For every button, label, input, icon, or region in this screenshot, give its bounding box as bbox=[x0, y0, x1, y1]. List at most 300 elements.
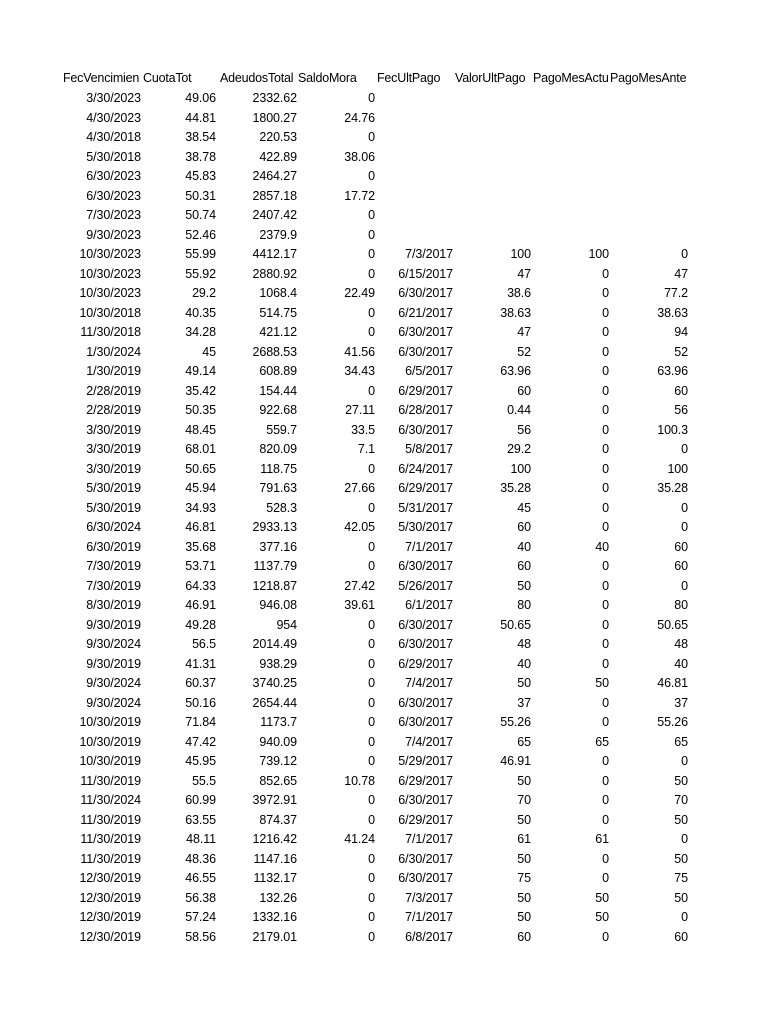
cell-adeudostotal[interactable]: 422.89 bbox=[259, 149, 297, 164]
cell-fecultpago[interactable]: 7/1/2017 bbox=[405, 832, 453, 846]
cell-adeudostotal[interactable]: 608.89 bbox=[259, 364, 297, 378]
header-cuotatot[interactable]: CuotaTot bbox=[143, 71, 192, 85]
cell-adeudostotal[interactable]: 3972.91 bbox=[252, 793, 297, 807]
cell-adeudostotal[interactable]: 1332.16 bbox=[252, 910, 297, 924]
cell-pagomesactu[interactable]: 0 bbox=[602, 578, 609, 593]
cell-fecvencimien[interactable]: 5/30/2018 bbox=[86, 149, 141, 164]
cell-cuotatot[interactable]: 55.5 bbox=[192, 773, 216, 788]
cell-pagomesante[interactable]: 0 bbox=[681, 578, 688, 593]
cell-pagomesactu[interactable]: 0 bbox=[602, 754, 609, 768]
header-pagomesante[interactable]: PagoMesAnte bbox=[610, 71, 687, 85]
cell-saldomora[interactable]: 38.06 bbox=[344, 149, 375, 164]
cell-fecultpago[interactable]: 6/30/2017 bbox=[398, 637, 453, 651]
cell-pagomesante[interactable]: 60 bbox=[674, 539, 688, 554]
cell-valorultpago[interactable]: 50 bbox=[517, 676, 531, 690]
cell-cuotatot[interactable]: 45.83 bbox=[185, 169, 216, 183]
cell-pagomesactu[interactable]: 0 bbox=[602, 929, 609, 944]
cell-adeudostotal[interactable]: 514.75 bbox=[259, 305, 297, 320]
cell-saldomora[interactable]: 0 bbox=[368, 325, 375, 339]
cell-fecvencimien[interactable]: 11/30/2019 bbox=[80, 851, 141, 866]
cell-saldomora[interactable]: 0 bbox=[368, 130, 375, 144]
cell-saldomora[interactable]: 0 bbox=[368, 461, 375, 476]
cell-fecultpago[interactable]: 7/3/2017 bbox=[405, 890, 453, 905]
cell-cuotatot[interactable]: 48.45 bbox=[185, 422, 216, 437]
header-fecultpago[interactable]: FecUltPago bbox=[377, 71, 441, 85]
cell-fecvencimien[interactable]: 11/30/2018 bbox=[80, 325, 141, 339]
cell-adeudostotal[interactable]: 154.44 bbox=[259, 383, 297, 398]
cell-cuotatot[interactable]: 56.5 bbox=[192, 637, 216, 651]
cell-fecvencimien[interactable]: 6/30/2019 bbox=[86, 539, 141, 554]
cell-fecultpago[interactable]: 7/1/2017 bbox=[405, 539, 453, 554]
cell-pagomesante[interactable]: 55.26 bbox=[657, 715, 688, 729]
cell-fecvencimien[interactable]: 7/30/2023 bbox=[86, 208, 141, 222]
cell-fecultpago[interactable]: 6/30/2017 bbox=[398, 286, 453, 300]
cell-pagomesante[interactable]: 77.2 bbox=[664, 286, 688, 300]
cell-saldomora[interactable]: 0 bbox=[368, 227, 375, 242]
cell-valorultpago[interactable]: 37 bbox=[517, 695, 531, 710]
cell-pagomesactu[interactable]: 61 bbox=[595, 832, 609, 846]
cell-fecultpago[interactable]: 5/8/2017 bbox=[405, 442, 453, 456]
cell-valorultpago[interactable]: 75 bbox=[517, 871, 531, 885]
cell-pagomesactu[interactable]: 0 bbox=[602, 637, 609, 651]
cell-saldomora[interactable]: 41.56 bbox=[344, 344, 375, 359]
cell-cuotatot[interactable]: 52.46 bbox=[185, 227, 216, 242]
cell-cuotatot[interactable]: 48.11 bbox=[186, 832, 216, 846]
cell-fecvencimien[interactable]: 9/30/2023 bbox=[86, 227, 141, 242]
cell-cuotatot[interactable]: 49.06 bbox=[185, 91, 216, 105]
cell-pagomesante[interactable]: 0 bbox=[681, 754, 688, 768]
cell-saldomora[interactable]: 27.66 bbox=[344, 481, 375, 495]
cell-adeudostotal[interactable]: 1173.7 bbox=[260, 715, 297, 729]
cell-valorultpago[interactable]: 60 bbox=[517, 559, 531, 573]
cell-adeudostotal[interactable]: 2179.01 bbox=[252, 929, 297, 944]
cell-valorultpago[interactable]: 60 bbox=[517, 383, 531, 398]
cell-pagomesante[interactable]: 50 bbox=[674, 773, 688, 788]
cell-saldomora[interactable]: 24.76 bbox=[344, 110, 375, 125]
cell-fecultpago[interactable]: 6/29/2017 bbox=[398, 773, 453, 788]
cell-fecultpago[interactable]: 6/30/2017 bbox=[398, 422, 453, 437]
cell-valorultpago[interactable]: 60 bbox=[517, 520, 531, 534]
cell-fecvencimien[interactable]: 7/30/2019 bbox=[86, 559, 141, 573]
cell-cuotatot[interactable]: 56.38 bbox=[185, 890, 216, 905]
cell-fecultpago[interactable]: 6/15/2017 bbox=[398, 266, 453, 281]
cell-cuotatot[interactable]: 40.35 bbox=[185, 305, 216, 320]
cell-saldomora[interactable]: 0 bbox=[368, 910, 375, 924]
cell-pagomesactu[interactable]: 0 bbox=[602, 364, 609, 378]
cell-fecvencimien[interactable]: 10/30/2019 bbox=[79, 754, 141, 768]
cell-fecvencimien[interactable]: 12/30/2019 bbox=[79, 929, 141, 944]
cell-saldomora[interactable]: 0 bbox=[368, 383, 375, 398]
cell-fecvencimien[interactable]: 5/30/2019 bbox=[86, 500, 141, 515]
cell-valorultpago[interactable]: 35.28 bbox=[500, 481, 531, 495]
cell-adeudostotal[interactable]: 220.53 bbox=[259, 130, 297, 144]
cell-saldomora[interactable]: 0 bbox=[368, 676, 375, 690]
cell-adeudostotal[interactable]: 1132.17 bbox=[253, 871, 297, 885]
cell-adeudostotal[interactable]: 421.12 bbox=[259, 325, 297, 339]
cell-valorultpago[interactable]: 50 bbox=[517, 812, 531, 827]
cell-saldomora[interactable]: 41.24 bbox=[344, 832, 375, 846]
cell-pagomesactu[interactable]: 50 bbox=[595, 910, 609, 924]
cell-saldomora[interactable]: 0 bbox=[368, 890, 375, 905]
cell-cuotatot[interactable]: 46.91 bbox=[185, 598, 216, 612]
cell-cuotatot[interactable]: 38.78 bbox=[185, 149, 216, 164]
cell-adeudostotal[interactable]: 938.29 bbox=[259, 656, 297, 671]
cell-valorultpago[interactable]: 80 bbox=[517, 598, 531, 612]
cell-fecultpago[interactable]: 6/30/2017 bbox=[398, 325, 453, 339]
cell-saldomora[interactable]: 0 bbox=[368, 715, 375, 729]
cell-pagomesactu[interactable]: 0 bbox=[602, 812, 609, 827]
cell-saldomora[interactable]: 0 bbox=[368, 734, 375, 749]
cell-fecvencimien[interactable]: 11/30/2024 bbox=[80, 793, 141, 807]
cell-pagomesactu[interactable]: 0 bbox=[602, 871, 609, 885]
cell-fecultpago[interactable]: 6/30/2017 bbox=[398, 871, 453, 885]
header-saldomora[interactable]: SaldoMora bbox=[298, 71, 357, 85]
cell-adeudostotal[interactable]: 791.63 bbox=[259, 481, 297, 495]
cell-saldomora[interactable]: 10.78 bbox=[344, 773, 375, 788]
cell-valorultpago[interactable]: 63.96 bbox=[500, 364, 531, 378]
cell-saldomora[interactable]: 0 bbox=[368, 793, 375, 807]
cell-fecvencimien[interactable]: 1/30/2024 bbox=[86, 344, 141, 359]
cell-pagomesante[interactable]: 75 bbox=[674, 871, 688, 885]
cell-pagomesante[interactable]: 50 bbox=[674, 890, 688, 905]
cell-pagomesactu[interactable]: 0 bbox=[602, 325, 609, 339]
cell-saldomora[interactable]: 0 bbox=[368, 305, 375, 320]
cell-fecvencimien[interactable]: 1/30/2019 bbox=[86, 364, 141, 378]
cell-valorultpago[interactable]: 55.26 bbox=[500, 715, 531, 729]
cell-pagomesactu[interactable]: 65 bbox=[595, 734, 609, 749]
cell-valorultpago[interactable]: 50 bbox=[517, 578, 531, 593]
header-valorultpago[interactable]: ValorUltPago bbox=[455, 71, 526, 85]
cell-adeudostotal[interactable]: 2332.62 bbox=[252, 91, 297, 105]
cell-pagomesactu[interactable]: 0 bbox=[602, 793, 609, 807]
cell-pagomesante[interactable]: 37 bbox=[674, 695, 688, 710]
cell-saldomora[interactable]: 0 bbox=[368, 208, 375, 222]
cell-adeudostotal[interactable]: 528.3 bbox=[266, 500, 297, 515]
cell-pagomesactu[interactable]: 0 bbox=[602, 442, 609, 456]
cell-pagomesactu[interactable]: 0 bbox=[602, 383, 609, 398]
cell-valorultpago[interactable]: 70 bbox=[517, 793, 531, 807]
cell-adeudostotal[interactable]: 852.65 bbox=[259, 773, 297, 788]
cell-adeudostotal[interactable]: 2407.42 bbox=[252, 208, 297, 222]
cell-saldomora[interactable]: 0 bbox=[368, 617, 375, 632]
cell-fecultpago[interactable]: 5/29/2017 bbox=[398, 754, 453, 768]
cell-cuotatot[interactable]: 50.74 bbox=[185, 208, 216, 222]
cell-fecvencimien[interactable]: 9/30/2024 bbox=[86, 695, 141, 710]
cell-pagomesactu[interactable]: 0 bbox=[602, 520, 609, 534]
cell-valorultpago[interactable]: 40 bbox=[517, 539, 531, 554]
cell-saldomora[interactable]: 27.42 bbox=[344, 578, 375, 593]
cell-fecultpago[interactable]: 6/24/2017 bbox=[398, 461, 453, 476]
cell-pagomesante[interactable]: 0 bbox=[681, 520, 688, 534]
cell-fecultpago[interactable]: 6/1/2017 bbox=[405, 598, 453, 612]
cell-saldomora[interactable]: 34.43 bbox=[344, 364, 375, 378]
cell-pagomesactu[interactable]: 40 bbox=[595, 539, 609, 554]
cell-valorultpago[interactable]: 56 bbox=[517, 422, 531, 437]
cell-pagomesactu[interactable]: 0 bbox=[602, 403, 609, 417]
cell-saldomora[interactable]: 0 bbox=[368, 169, 375, 183]
cell-pagomesactu[interactable]: 0 bbox=[602, 773, 609, 788]
cell-cuotatot[interactable]: 35.68 bbox=[185, 539, 216, 554]
cell-pagomesante[interactable]: 60 bbox=[674, 929, 688, 944]
cell-fecvencimien[interactable]: 10/30/2019 bbox=[79, 715, 141, 729]
cell-valorultpago[interactable]: 40 bbox=[517, 656, 531, 671]
cell-cuotatot[interactable]: 55.92 bbox=[185, 266, 216, 281]
cell-fecvencimien[interactable]: 6/30/2023 bbox=[86, 169, 141, 183]
cell-saldomora[interactable]: 27.11 bbox=[345, 403, 375, 417]
cell-adeudostotal[interactable]: 946.08 bbox=[259, 598, 297, 612]
cell-adeudostotal[interactable]: 559.7 bbox=[266, 422, 297, 437]
cell-fecvencimien[interactable]: 9/30/2024 bbox=[86, 637, 141, 651]
cell-valorultpago[interactable]: 48 bbox=[517, 637, 531, 651]
cell-fecultpago[interactable]: 6/29/2017 bbox=[398, 812, 453, 827]
cell-fecultpago[interactable]: 6/29/2017 bbox=[398, 656, 453, 671]
cell-saldomora[interactable]: 33.5 bbox=[351, 422, 375, 437]
cell-valorultpago[interactable]: 50.65 bbox=[500, 617, 531, 632]
cell-cuotatot[interactable]: 49.14 bbox=[185, 364, 216, 378]
cell-adeudostotal[interactable]: 922.68 bbox=[259, 403, 297, 417]
cell-cuotatot[interactable]: 45 bbox=[202, 344, 216, 359]
cell-saldomora[interactable]: 0 bbox=[368, 812, 375, 827]
cell-pagomesactu[interactable]: 50 bbox=[595, 890, 609, 905]
cell-saldomora[interactable]: 0 bbox=[368, 500, 375, 515]
cell-valorultpago[interactable]: 47 bbox=[517, 266, 531, 281]
cell-fecultpago[interactable]: 6/5/2017 bbox=[405, 364, 453, 378]
cell-fecvencimien[interactable]: 2/28/2019 bbox=[86, 383, 141, 398]
cell-adeudostotal[interactable]: 1147.16 bbox=[253, 851, 297, 866]
cell-pagomesactu[interactable]: 0 bbox=[602, 656, 609, 671]
cell-pagomesactu[interactable]: 0 bbox=[602, 481, 609, 495]
cell-adeudostotal[interactable]: 4412.17 bbox=[252, 247, 297, 261]
cell-saldomora[interactable]: 0 bbox=[368, 247, 375, 261]
cell-cuotatot[interactable]: 46.55 bbox=[185, 871, 216, 885]
cell-valorultpago[interactable]: 50 bbox=[517, 851, 531, 866]
cell-pagomesante[interactable]: 63.96 bbox=[657, 364, 688, 378]
cell-fecultpago[interactable]: 5/30/2017 bbox=[398, 520, 453, 534]
cell-fecultpago[interactable]: 6/29/2017 bbox=[398, 383, 453, 398]
cell-fecvencimien[interactable]: 10/30/2023 bbox=[79, 247, 141, 261]
cell-cuotatot[interactable]: 68.01 bbox=[185, 442, 216, 456]
cell-saldomora[interactable]: 0 bbox=[368, 695, 375, 710]
cell-saldomora[interactable]: 42.05 bbox=[344, 520, 375, 534]
cell-fecvencimien[interactable]: 12/30/2019 bbox=[79, 910, 141, 924]
cell-pagomesactu[interactable]: 0 bbox=[602, 617, 609, 632]
cell-adeudostotal[interactable]: 377.16 bbox=[259, 539, 297, 554]
cell-pagomesante[interactable]: 0 bbox=[681, 832, 688, 846]
cell-adeudostotal[interactable]: 820.09 bbox=[259, 442, 297, 456]
cell-fecvencimien[interactable]: 6/30/2024 bbox=[86, 520, 141, 534]
cell-fecvencimien[interactable]: 10/30/2019 bbox=[79, 734, 141, 749]
cell-cuotatot[interactable]: 49.28 bbox=[185, 617, 216, 632]
cell-saldomora[interactable]: 0 bbox=[368, 754, 375, 768]
cell-cuotatot[interactable]: 46.81 bbox=[185, 520, 216, 534]
cell-pagomesactu[interactable]: 0 bbox=[602, 598, 609, 612]
cell-fecultpago[interactable]: 6/30/2017 bbox=[398, 617, 453, 632]
cell-fecvencimien[interactable]: 11/30/2019 bbox=[80, 832, 141, 846]
cell-pagomesante[interactable]: 52 bbox=[674, 344, 688, 359]
cell-saldomora[interactable]: 0 bbox=[368, 656, 375, 671]
cell-fecvencimien[interactable]: 11/30/2019 bbox=[80, 773, 141, 788]
cell-valorultpago[interactable]: 38.63 bbox=[500, 305, 531, 320]
cell-fecvencimien[interactable]: 12/30/2019 bbox=[79, 890, 141, 905]
cell-fecvencimien[interactable]: 7/30/2019 bbox=[86, 578, 141, 593]
cell-fecultpago[interactable]: 6/8/2017 bbox=[405, 929, 453, 944]
cell-cuotatot[interactable]: 53.71 bbox=[185, 559, 216, 573]
cell-valorultpago[interactable]: 65 bbox=[517, 734, 531, 749]
cell-cuotatot[interactable]: 38.54 bbox=[185, 130, 216, 144]
cell-saldomora[interactable]: 0 bbox=[368, 929, 375, 944]
cell-pagomesante[interactable]: 60 bbox=[674, 383, 688, 398]
cell-fecultpago[interactable]: 7/3/2017 bbox=[405, 247, 453, 261]
cell-pagomesante[interactable]: 80 bbox=[674, 598, 688, 612]
cell-fecultpago[interactable]: 6/30/2017 bbox=[398, 344, 453, 359]
cell-cuotatot[interactable]: 45.94 bbox=[185, 481, 216, 495]
cell-cuotatot[interactable]: 47.42 bbox=[185, 734, 216, 749]
cell-cuotatot[interactable]: 50.16 bbox=[185, 695, 216, 710]
cell-pagomesante[interactable]: 40 bbox=[674, 656, 688, 671]
cell-valorultpago[interactable]: 50 bbox=[517, 890, 531, 905]
header-pagomesactu[interactable]: PagoMesActu bbox=[533, 71, 609, 85]
cell-pagomesactu[interactable]: 0 bbox=[602, 559, 609, 573]
cell-fecultpago[interactable]: 6/30/2017 bbox=[398, 715, 453, 729]
cell-adeudostotal[interactable]: 2933.13 bbox=[252, 520, 297, 534]
cell-pagomesactu[interactable]: 0 bbox=[602, 305, 609, 320]
cell-pagomesante[interactable]: 100 bbox=[667, 461, 688, 476]
cell-saldomora[interactable]: 0 bbox=[368, 637, 375, 651]
cell-adeudostotal[interactable]: 118.75 bbox=[260, 461, 297, 476]
cell-adeudostotal[interactable]: 1216.42 bbox=[252, 832, 297, 846]
header-adeudostotal[interactable]: AdeudosTotal bbox=[220, 71, 294, 85]
cell-fecultpago[interactable]: 7/1/2017 bbox=[405, 910, 453, 924]
cell-valorultpago[interactable]: 38.6 bbox=[507, 286, 531, 300]
cell-pagomesactu[interactable]: 0 bbox=[602, 851, 609, 866]
cell-valorultpago[interactable]: 46.91 bbox=[500, 754, 531, 768]
cell-pagomesante[interactable]: 47 bbox=[674, 266, 688, 281]
cell-fecvencimien[interactable]: 9/30/2019 bbox=[86, 617, 141, 632]
cell-pagomesante[interactable]: 65 bbox=[674, 734, 688, 749]
cell-valorultpago[interactable]: 100 bbox=[510, 461, 531, 476]
cell-fecultpago[interactable]: 6/30/2017 bbox=[398, 793, 453, 807]
cell-pagomesante[interactable]: 46.81 bbox=[657, 676, 688, 690]
cell-adeudostotal[interactable]: 2857.18 bbox=[252, 188, 297, 203]
cell-fecvencimien[interactable]: 3/30/2019 bbox=[86, 461, 141, 476]
cell-cuotatot[interactable]: 35.42 bbox=[185, 383, 216, 398]
cell-cuotatot[interactable]: 41.31 bbox=[185, 656, 216, 671]
cell-fecvencimien[interactable]: 10/30/2023 bbox=[79, 286, 141, 300]
header-fecvencimien[interactable]: FecVencimien bbox=[63, 71, 140, 85]
cell-adeudostotal[interactable]: 2688.53 bbox=[252, 344, 297, 359]
cell-pagomesante[interactable]: 0 bbox=[681, 500, 688, 515]
cell-saldomora[interactable]: 17.72 bbox=[344, 188, 375, 203]
cell-cuotatot[interactable]: 29.2 bbox=[192, 286, 216, 300]
cell-valorultpago[interactable]: 50 bbox=[517, 910, 531, 924]
cell-cuotatot[interactable]: 44.81 bbox=[185, 110, 216, 125]
cell-cuotatot[interactable]: 58.56 bbox=[185, 929, 216, 944]
cell-fecvencimien[interactable]: 3/30/2019 bbox=[86, 422, 141, 437]
cell-pagomesante[interactable]: 50.65 bbox=[657, 617, 688, 632]
cell-pagomesante[interactable]: 0 bbox=[681, 247, 688, 261]
cell-adeudostotal[interactable]: 2654.44 bbox=[252, 695, 297, 710]
cell-valorultpago[interactable]: 29.2 bbox=[507, 442, 531, 456]
cell-fecvencimien[interactable]: 11/30/2019 bbox=[80, 812, 141, 827]
cell-fecvencimien[interactable]: 3/30/2019 bbox=[86, 442, 141, 456]
cell-fecultpago[interactable]: 7/4/2017 bbox=[405, 734, 453, 749]
cell-fecvencimien[interactable]: 5/30/2019 bbox=[86, 481, 141, 495]
cell-adeudostotal[interactable]: 1800.27 bbox=[252, 110, 297, 125]
cell-pagomesante[interactable]: 0 bbox=[681, 910, 688, 924]
cell-valorultpago[interactable]: 45 bbox=[517, 500, 531, 515]
cell-fecvencimien[interactable]: 9/30/2024 bbox=[86, 676, 141, 690]
cell-valorultpago[interactable]: 50 bbox=[517, 773, 531, 788]
cell-pagomesactu[interactable]: 0 bbox=[602, 422, 609, 437]
cell-pagomesactu[interactable]: 0 bbox=[602, 715, 609, 729]
cell-adeudostotal[interactable]: 1137.79 bbox=[253, 559, 297, 573]
cell-fecvencimien[interactable]: 12/30/2019 bbox=[79, 871, 141, 885]
cell-cuotatot[interactable]: 64.33 bbox=[185, 578, 216, 593]
cell-pagomesactu[interactable]: 0 bbox=[602, 344, 609, 359]
cell-pagomesactu[interactable]: 0 bbox=[602, 286, 609, 300]
cell-saldomora[interactable]: 39.61 bbox=[344, 598, 375, 612]
cell-saldomora[interactable]: 0 bbox=[368, 539, 375, 554]
cell-pagomesactu[interactable]: 50 bbox=[595, 676, 609, 690]
cell-saldomora[interactable]: 0 bbox=[368, 851, 375, 866]
cell-valorultpago[interactable]: 0.44 bbox=[507, 403, 531, 417]
cell-pagomesante[interactable]: 100.3 bbox=[657, 422, 688, 437]
cell-valorultpago[interactable]: 61 bbox=[517, 832, 531, 846]
cell-cuotatot[interactable]: 45.95 bbox=[185, 754, 216, 768]
cell-pagomesante[interactable]: 48 bbox=[674, 637, 688, 651]
cell-saldomora[interactable]: 7.1 bbox=[357, 442, 375, 456]
cell-adeudostotal[interactable]: 2014.49 bbox=[252, 637, 297, 651]
cell-cuotatot[interactable]: 71.84 bbox=[185, 715, 216, 729]
cell-adeudostotal[interactable]: 2880.92 bbox=[252, 266, 297, 281]
cell-fecultpago[interactable]: 6/28/2017 bbox=[398, 403, 453, 417]
cell-fecultpago[interactable]: 7/4/2017 bbox=[405, 676, 453, 690]
cell-fecultpago[interactable]: 5/31/2017 bbox=[398, 500, 453, 515]
cell-cuotatot[interactable]: 50.31 bbox=[185, 188, 216, 203]
cell-fecultpago[interactable]: 6/29/2017 bbox=[398, 481, 453, 495]
cell-saldomora[interactable]: 0 bbox=[368, 266, 375, 281]
cell-valorultpago[interactable]: 100 bbox=[510, 247, 531, 261]
cell-cuotatot[interactable]: 60.37 bbox=[185, 676, 216, 690]
cell-saldomora[interactable]: 0 bbox=[368, 871, 375, 885]
cell-fecvencimien[interactable]: 4/30/2018 bbox=[86, 130, 141, 144]
cell-fecvencimien[interactable]: 2/28/2019 bbox=[86, 403, 141, 417]
cell-pagomesactu[interactable]: 100 bbox=[588, 247, 609, 261]
cell-fecultpago[interactable]: 6/30/2017 bbox=[398, 851, 453, 866]
cell-adeudostotal[interactable]: 954 bbox=[276, 617, 297, 632]
cell-adeudostotal[interactable]: 874.37 bbox=[259, 812, 297, 827]
cell-cuotatot[interactable]: 60.99 bbox=[185, 793, 216, 807]
cell-fecultpago[interactable]: 6/30/2017 bbox=[398, 559, 453, 573]
cell-cuotatot[interactable]: 57.24 bbox=[185, 910, 216, 924]
cell-cuotatot[interactable]: 50.65 bbox=[185, 461, 216, 476]
cell-pagomesante[interactable]: 70 bbox=[674, 793, 688, 807]
cell-pagomesante[interactable]: 94 bbox=[674, 325, 688, 339]
cell-cuotatot[interactable]: 34.28 bbox=[185, 325, 216, 339]
cell-saldomora[interactable]: 0 bbox=[368, 559, 375, 573]
cell-pagomesante[interactable]: 50 bbox=[674, 851, 688, 866]
cell-fecultpago[interactable]: 6/30/2017 bbox=[398, 695, 453, 710]
cell-adeudostotal[interactable]: 2464.27 bbox=[252, 169, 297, 183]
cell-pagomesante[interactable]: 38.63 bbox=[657, 305, 688, 320]
cell-valorultpago[interactable]: 52 bbox=[517, 344, 531, 359]
cell-pagomesante[interactable]: 35.28 bbox=[657, 481, 688, 495]
cell-valorultpago[interactable]: 60 bbox=[517, 929, 531, 944]
cell-cuotatot[interactable]: 50.35 bbox=[185, 403, 216, 417]
cell-cuotatot[interactable]: 63.55 bbox=[185, 812, 216, 827]
cell-pagomesante[interactable]: 56 bbox=[674, 403, 688, 417]
cell-pagomesante[interactable]: 0 bbox=[681, 442, 688, 456]
